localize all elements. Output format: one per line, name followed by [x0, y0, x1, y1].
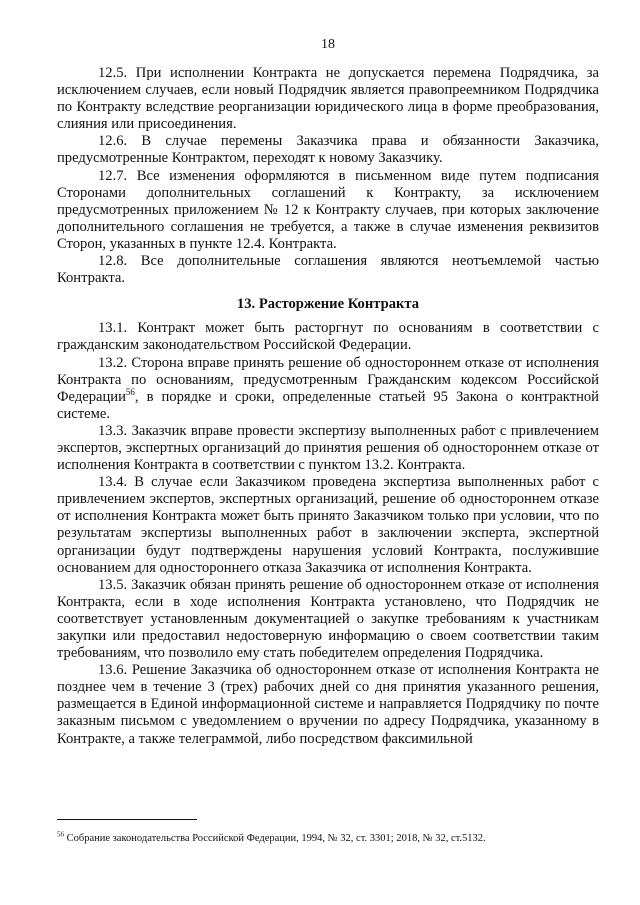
footnote-text: Собрание законодательства Российской Федерации, 1994, № 32, ст. 3301; 2018, № 32, ст.5132.: [64, 833, 486, 844]
paragraph-12-8: 12.8. Все дополнительные соглашения являются неотъемлемой частью Контракта.: [57, 253, 599, 287]
footnote-mark: 56: [57, 830, 64, 839]
paragraph-13-2-text-start: 13.2. Сторона вправе принять решение об одностороннем отказе от исполнения Контракта по основаниям, предусмотренным Гражданским кодексом Российской Федерации: [57, 354, 599, 405]
footnote-divider: [57, 819, 197, 820]
section-heading: 13. Расторжение Контракта: [236, 296, 420, 313]
paragraph-12-7: 12.7. Все изменения оформляются в письменном виде путем подписания Сторонами дополнительных соглашений к Контракту, за исключением предусмотренных приложением № 12 к Контракту случаев, при которых заключение дополнительного соглашения не требуется, а также в случае изменения реквизитов Сторон, указанных в пункте 12.4. Контракта.: [57, 167, 599, 252]
paragraph-13-2-text-end: , в порядке и сроки, определенные статьей 95 Закона о контрактной системе.: [57, 388, 599, 422]
paragraph-13-4: 13.4. В случае если Заказчиком проведена экспертиза выполненных работ с привлечением экспертов, экспертных организаций, решение об одностороннем отказе от исполнения Контракта может быть принято Заказчиком только при условии, что по результатам экспертизы выполненных работ в заключении эксперта, экспертной организации будут подтверждены нарушения условий Контракта, послужившие основанием для одностороннего отказа Заказчика от исполнения Контракта.: [57, 474, 599, 576]
footnote-reference: 56: [125, 386, 135, 397]
page-number: 18: [321, 37, 335, 52]
paragraph-13-1: 13.1. Контракт может быть расторгнут по основаниям в соответствии с гражданским законодательством Российской Федерации.: [57, 320, 599, 354]
paragraph-13-5: 13.5. Заказчик обязан принять решение об одностороннем отказе от исполнения Контракта, если в ходе исполнения Контракта установлено, что Подрядчик не соответствует установленным документацией о закупке требованиям к участникам закупки или предоставил недостоверную информацию о своем соответствии таким требованиям, что позволило ему стать победителем определения Подрядчика.: [57, 576, 599, 662]
paragraph-13-3: 13.3. Заказчик вправе провести экспертизу выполненных работ с привлечением экспертов, экспертных организаций до принятия решения об одностороннем отказе от исполнения Контракта в соответствии с пунктом 13.2. Контракта.: [57, 422, 599, 474]
paragraph-13-6: 13.6. Решение Заказчика об одностороннем отказе от исполнения Контракта не позднее чем в течение 3 (трех) рабочих дней со дня принятия указанного решения, размещается в Единой информационной системе и направляется Подрядчику по почте заказным письмом с уведомлением о вручении по адресу Подрядчика, указанному в Контракте, а также телеграммой, либо посредством факсимильной: [57, 662, 599, 747]
paragraph-12-6: 12.6. В случае перемены Заказчика права и обязанности Заказчика, предусмотренные Контрактом, переходят к новому Заказчику.: [57, 133, 599, 167]
paragraph-12-5: 12.5. При исполнении Контракта не допускается перемена Подрядчика, за исключением случаев, если новый Подрядчик является правопреемником Подрядчика по Контракту вследствие реорганизации юридического лица в форме преобразования, слияния или присоединения.: [57, 65, 599, 133]
footnote: [57, 832, 599, 845]
paragraph-13-2: [57, 355, 599, 423]
